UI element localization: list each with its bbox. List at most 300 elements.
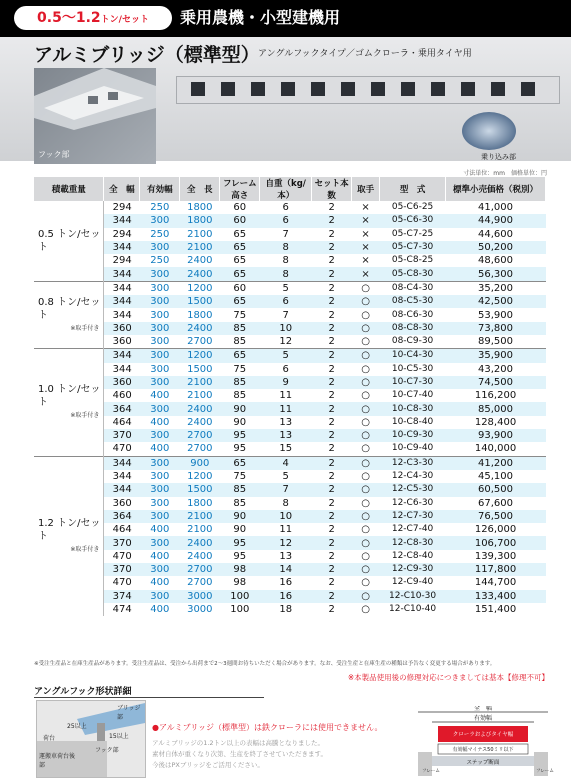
table-cell: 4 xyxy=(260,456,312,470)
bridge-crawler-width: クローラおよびタイヤ幅 xyxy=(452,732,514,738)
table-cell: 344 xyxy=(112,363,132,375)
diagram-label: 運搬車荷台後部 xyxy=(39,753,76,769)
table-cell: 344 xyxy=(104,281,140,295)
table-cell: 18 xyxy=(279,604,293,616)
stock-footnote: ※受注生産品と在庫生産品があります。受注生産品は、受注から出荷まで2〜3週間お待ちいただく場合があります。なお、受注生産と在庫生産の種類は予告なく変更する場合があります。 xyxy=(34,661,496,667)
table-cell: 1200 xyxy=(187,471,213,483)
table-cell: 2100 xyxy=(187,524,213,536)
table-cell: 41,000 xyxy=(478,202,514,214)
table-cell: × xyxy=(361,255,370,267)
table-cell: 300 xyxy=(140,241,180,254)
table-cell: 11 xyxy=(260,402,312,415)
table-cell: 12-C9-40 xyxy=(391,577,434,588)
table-row xyxy=(34,228,546,241)
table-cell: 2 xyxy=(312,267,352,281)
table-cell: 08-C9-30 xyxy=(391,336,434,347)
table-cell: × xyxy=(352,214,380,227)
table-row xyxy=(34,322,546,335)
table-cell: 85,000 xyxy=(446,402,546,415)
table-row xyxy=(34,376,546,389)
table-cell: 1500 xyxy=(180,295,220,308)
table-body xyxy=(34,201,546,616)
top-banner xyxy=(0,0,571,37)
table-cell: ○ xyxy=(352,429,380,442)
table-cell: 16 xyxy=(279,577,293,589)
table-row xyxy=(34,335,546,349)
table-cell: 344 xyxy=(104,295,140,308)
table-cell: 370 xyxy=(104,536,140,549)
table-cell: 12-C10-40 xyxy=(389,604,437,615)
category-heading: 乗用農機・小型建機用 xyxy=(180,8,341,27)
table-cell: ○ xyxy=(361,497,370,509)
table-cell: 2 xyxy=(312,510,352,523)
table-cell: × xyxy=(361,202,370,214)
table-cell: ○ xyxy=(361,577,370,589)
table-cell: 08-C8-30 xyxy=(380,322,446,335)
table-cell: 300 xyxy=(140,536,180,549)
table-cell: 133,400 xyxy=(446,590,546,603)
table-cell: 10-C7-40 xyxy=(391,390,434,401)
table-cell: 12 xyxy=(279,336,293,348)
table-cell: 12-C10-30 xyxy=(380,590,446,603)
table-cell: 374 xyxy=(104,590,140,603)
table-cell: 300 xyxy=(150,309,170,321)
table-cell: ○ xyxy=(361,443,370,455)
col-header: 取手 xyxy=(352,177,380,201)
ramp-slot xyxy=(311,82,325,96)
table-row xyxy=(34,429,546,442)
table-cell: 300 xyxy=(140,295,180,308)
bridge-frame-left: フレーム xyxy=(422,769,440,774)
table-cell: 75 xyxy=(233,309,247,321)
table-cell: 2 xyxy=(328,363,335,375)
table-cell: ○ xyxy=(352,563,380,576)
table-cell: 300 xyxy=(150,363,170,375)
table-cell: 140,000 xyxy=(474,443,517,455)
table-cell: 98 xyxy=(220,563,260,576)
table-cell: 294 xyxy=(112,202,132,214)
table-cell: 300 xyxy=(150,336,170,348)
table-cell: 44,600 xyxy=(478,228,514,240)
table-cell: 93,900 xyxy=(446,429,546,442)
table-cell: 2 xyxy=(328,309,335,321)
table-cell: 41,200 xyxy=(446,456,546,470)
table-cell: 144,700 xyxy=(474,577,517,589)
table-cell: 3000 xyxy=(187,604,213,616)
table-cell: 126,000 xyxy=(474,524,517,536)
ramp-slot xyxy=(431,82,445,96)
table-cell: 2 xyxy=(312,281,352,295)
table-cell: 95 xyxy=(233,550,247,562)
table-cell: × xyxy=(361,228,370,240)
table-cell: 1800 xyxy=(187,309,213,321)
table-cell: 1200 xyxy=(180,281,220,295)
capacity-unit: トン/セット xyxy=(100,15,149,25)
ramp-slot xyxy=(401,82,415,96)
notice-line: 素材自体が重くなり次第、生産を終了させていただきます。 xyxy=(152,750,327,758)
table-cell: 139,300 xyxy=(474,550,517,562)
table-cell: 344 xyxy=(104,241,140,254)
table-cell: 300 xyxy=(140,483,180,496)
table-cell: 2 xyxy=(312,456,352,470)
table-row xyxy=(34,523,546,536)
table-row xyxy=(34,483,546,496)
table-cell: 10 xyxy=(260,510,312,523)
table-cell: 45,100 xyxy=(478,471,514,483)
table-cell: 250 xyxy=(150,228,170,240)
handle-note: ※取手付き xyxy=(70,411,100,419)
table-cell: 300 xyxy=(150,471,170,483)
table-cell: 300 xyxy=(140,214,180,227)
ramp-slot xyxy=(371,82,385,96)
table-cell: 2100 xyxy=(187,228,213,240)
table-cell: 6 xyxy=(260,295,312,308)
table-cell: 35,200 xyxy=(446,281,546,295)
table-cell: 15 xyxy=(279,443,293,455)
table-cell: 7 xyxy=(282,309,289,321)
table-cell: 2 xyxy=(312,563,352,576)
table-cell: 294 xyxy=(112,255,132,267)
hook-label: フック部 xyxy=(38,150,70,159)
col-header: 型 式 xyxy=(380,177,446,201)
ramp-slot xyxy=(521,82,535,96)
table-cell: 5 xyxy=(260,349,312,363)
table-cell: 400 xyxy=(150,443,170,455)
crawler-warning-text: ●アルミブリッジ（標準型）は鉄クローラには使用できません。 xyxy=(152,723,383,732)
table-cell: 400 xyxy=(150,604,170,616)
table-cell: 65 xyxy=(220,295,260,308)
spec-table xyxy=(34,177,546,616)
table-cell: 13 xyxy=(279,416,293,428)
product-subtitle: アングルフックタイプ／ゴムクローラ・乗用タイヤ用 xyxy=(258,49,472,59)
table-cell: 60 xyxy=(233,202,247,214)
table-row xyxy=(34,281,546,295)
table-cell: 05-C8-25 xyxy=(391,255,434,266)
bridge-cross-section xyxy=(412,706,554,776)
table-cell: 65 xyxy=(233,228,247,240)
table-cell: 250 xyxy=(150,255,170,267)
col-header: 標準小売価格（税別） xyxy=(446,177,546,201)
table-cell: 85 xyxy=(220,483,260,496)
table-cell: 2400 xyxy=(187,416,213,428)
table-cell: 2 xyxy=(328,443,335,455)
table-cell: 2400 xyxy=(180,267,220,281)
table-cell: 2100 xyxy=(180,241,220,254)
table-cell: 2700 xyxy=(180,563,220,576)
table-cell: ○ xyxy=(352,456,380,470)
table-cell: 95 xyxy=(233,443,247,455)
table-cell: 464 xyxy=(112,524,132,536)
table-cell: 85 xyxy=(220,376,260,389)
table-cell: 2400 xyxy=(180,536,220,549)
table-cell: 10 xyxy=(260,322,312,335)
table-cell: 67,600 xyxy=(478,497,514,509)
table-cell: 300 xyxy=(150,497,170,509)
table-cell: 65 xyxy=(220,456,260,470)
table-cell: 300 xyxy=(140,267,180,281)
table-row xyxy=(34,267,546,281)
table-cell: 8 xyxy=(282,255,289,267)
table-cell: 08-C6-30 xyxy=(391,309,434,320)
table-cell: 300 xyxy=(140,510,180,523)
table-cell: 2 xyxy=(328,416,335,428)
table-cell: ○ xyxy=(361,550,370,562)
table-cell: 42,500 xyxy=(446,295,546,308)
table-row xyxy=(34,510,546,523)
table-cell: 60 xyxy=(220,214,260,227)
table-cell: 13 xyxy=(279,550,293,562)
table-row xyxy=(34,563,546,576)
product-title: アルミブリッジ（標準型） xyxy=(34,44,260,66)
table-cell: 05-C7-30 xyxy=(380,241,446,254)
table-cell: 14 xyxy=(260,563,312,576)
table-cell: 8 xyxy=(260,267,312,281)
table-cell: 900 xyxy=(180,456,220,470)
table-cell: 10-C4-30 xyxy=(380,349,446,363)
table-cell: 85 xyxy=(233,390,247,402)
table-cell: 300 xyxy=(140,281,180,295)
table-row xyxy=(34,456,546,470)
table-cell: 74,500 xyxy=(446,376,546,389)
table-row xyxy=(34,550,546,563)
table-cell: 10-C9-40 xyxy=(391,443,434,454)
table-cell: 13 xyxy=(260,429,312,442)
table-cell: 10-C7-30 xyxy=(380,376,446,389)
table-cell: 2 xyxy=(328,604,335,616)
table-cell: ○ xyxy=(352,376,380,389)
table-cell: 2400 xyxy=(180,322,220,335)
table-cell: ○ xyxy=(352,536,380,549)
table-cell: 250 xyxy=(150,202,170,214)
col-header: 全 幅 xyxy=(104,177,140,201)
table-cell: 85 xyxy=(233,497,247,509)
col-header: 積載重量 xyxy=(34,177,104,201)
table-cell: 360 xyxy=(112,497,132,509)
table-cell: 360 xyxy=(104,376,140,389)
table-cell: 344 xyxy=(104,214,140,227)
table-cell: 65 xyxy=(220,267,260,281)
table-cell: 364 xyxy=(104,510,140,523)
capacity-badge xyxy=(14,6,172,30)
table-cell: 294 xyxy=(112,228,132,240)
handle-note: ※取手付き xyxy=(70,324,100,332)
table-cell: 300 xyxy=(140,456,180,470)
load-capacity: 0.8 トン/セット xyxy=(38,296,101,321)
table-cell: 2 xyxy=(328,228,335,240)
table-cell: 470 xyxy=(112,550,132,562)
col-header: 全 長 xyxy=(180,177,220,201)
load-capacity: 0.5 トン/セット xyxy=(38,228,101,253)
table-cell: ○ xyxy=(352,295,380,308)
table-cell: 344 xyxy=(104,267,140,281)
table-cell: 400 xyxy=(150,416,170,428)
col-header: 有効幅 xyxy=(140,177,180,201)
table-cell: 7 xyxy=(282,228,289,240)
table-cell: 344 xyxy=(104,349,140,363)
table-cell: 400 xyxy=(150,550,170,562)
table-cell: 10-C8-30 xyxy=(380,402,446,415)
table-row xyxy=(34,363,546,376)
bridge-crawler-note: 有効幅マイナス50ミリ以下 xyxy=(452,747,514,753)
table-cell: 12-C4-30 xyxy=(391,471,434,482)
col-header: フレーム高さ xyxy=(220,177,260,201)
table-cell: 2 xyxy=(312,322,352,335)
table-cell: 12-C7-40 xyxy=(391,524,434,535)
bridge-overall-width: 全 幅 xyxy=(473,706,493,712)
table-cell: 300 xyxy=(140,322,180,335)
table-cell: 2 xyxy=(328,336,335,348)
table-cell: 12-C9-30 xyxy=(380,563,446,576)
table-cell: 151,400 xyxy=(474,604,517,616)
table-cell: 106,700 xyxy=(446,536,546,549)
ramp-slot xyxy=(191,82,205,96)
table-cell: 2 xyxy=(312,402,352,415)
table-cell: 65 xyxy=(233,255,247,267)
table-cell: 2 xyxy=(328,255,335,267)
table-cell: 6 xyxy=(282,202,289,214)
table-cell: 12-C5-30 xyxy=(380,483,446,496)
table-cell: 2700 xyxy=(187,577,213,589)
notice-line: アルミブリッジの1.2トン以上の表幅は高騰となりました。 xyxy=(152,739,325,747)
table-cell: 344 xyxy=(112,309,132,321)
table-row xyxy=(34,349,546,363)
table-cell: 73,800 xyxy=(446,322,546,335)
load-capacity-cell xyxy=(34,349,104,456)
ramp-slot xyxy=(221,82,235,96)
table-cell: 1200 xyxy=(180,349,220,363)
notice-line: 今後はPXブリッジをご活用ください。 xyxy=(152,761,264,769)
table-cell: 12-C3-30 xyxy=(380,456,446,470)
bridge-step-label: ステップ断面 xyxy=(466,760,500,766)
table-cell: 12-C8-40 xyxy=(391,550,434,561)
table-cell: 9 xyxy=(260,376,312,389)
closeup-label: 乗り込み部 xyxy=(481,153,516,161)
table-cell: 05-C6-25 xyxy=(391,202,434,213)
table-cell: 10-C8-40 xyxy=(391,416,434,427)
table-cell: 2 xyxy=(312,214,352,227)
table-cell: 400 xyxy=(150,577,170,589)
table-cell: 344 xyxy=(104,483,140,496)
table-cell: 10-C5-30 xyxy=(391,363,434,374)
table-cell: 300 xyxy=(140,563,180,576)
table-cell: 11 xyxy=(279,390,293,402)
table-cell: 2 xyxy=(328,202,335,214)
table-cell: 11 xyxy=(279,524,293,536)
table-cell: 16 xyxy=(260,590,312,603)
load-capacity-cell xyxy=(34,456,104,616)
table-cell: 2 xyxy=(328,550,335,562)
table-cell: ○ xyxy=(361,336,370,348)
unit-note: 寸法単位：mm 価格単位：円 xyxy=(463,170,547,177)
table-row xyxy=(34,470,546,483)
table-cell: 65 xyxy=(220,241,260,254)
ramp-slot xyxy=(461,82,475,96)
table-row xyxy=(34,416,546,429)
table-cell: 2700 xyxy=(187,443,213,455)
table-cell: 100 xyxy=(220,590,260,603)
table-cell: 2 xyxy=(328,390,335,402)
table-cell: 8 xyxy=(260,241,312,254)
table-cell: 2 xyxy=(312,429,352,442)
table-header xyxy=(34,177,546,201)
table-cell: ○ xyxy=(352,510,380,523)
table-cell: 2100 xyxy=(187,390,213,402)
table-cell: × xyxy=(352,241,380,254)
table-cell: 3000 xyxy=(180,590,220,603)
table-cell: 2 xyxy=(312,295,352,308)
ramp-slot xyxy=(281,82,295,96)
table-cell: 344 xyxy=(112,471,132,483)
table-cell: 5 xyxy=(282,471,289,483)
table-cell: ○ xyxy=(352,322,380,335)
table-cell: 12-C7-30 xyxy=(380,510,446,523)
table-cell: 2100 xyxy=(180,376,220,389)
table-cell: 2 xyxy=(328,577,335,589)
table-cell: 2 xyxy=(312,376,352,389)
table-cell: 2100 xyxy=(180,510,220,523)
table-cell: 2 xyxy=(312,590,352,603)
table-cell: 08-C5-30 xyxy=(380,295,446,308)
table-cell: ○ xyxy=(352,402,380,415)
table-cell: 12 xyxy=(260,536,312,549)
table-cell: 6 xyxy=(282,363,289,375)
table-row xyxy=(34,536,546,549)
table-cell: 2400 xyxy=(187,255,213,267)
table-cell: 2 xyxy=(312,349,352,363)
table-row xyxy=(34,442,546,456)
table-cell: 300 xyxy=(140,376,180,389)
table-cell: 117,800 xyxy=(446,563,546,576)
table-cell: 2 xyxy=(328,471,335,483)
table-cell: 08-C4-30 xyxy=(380,281,446,295)
table-cell: 48,600 xyxy=(478,255,514,267)
table-cell: 90 xyxy=(220,402,260,415)
bridge-effective-width: 有効幅 xyxy=(473,715,493,722)
table-cell: 400 xyxy=(150,390,170,402)
table-cell: 464 xyxy=(112,416,132,428)
table-cell: ○ xyxy=(352,349,380,363)
table-row xyxy=(34,590,546,603)
table-row xyxy=(34,201,546,214)
table-cell: 2 xyxy=(312,241,352,254)
table-cell: ○ xyxy=(352,483,380,496)
table-cell: 370 xyxy=(104,429,140,442)
table-row xyxy=(34,389,546,402)
table-cell: 12-C6-30 xyxy=(391,497,434,508)
table-cell: 2 xyxy=(312,483,352,496)
table-cell: 2400 xyxy=(187,550,213,562)
table-cell: 05-C8-30 xyxy=(380,267,446,281)
table-cell: 2700 xyxy=(180,429,220,442)
table-cell: 116,200 xyxy=(474,390,517,402)
table-cell: 300 xyxy=(140,402,180,415)
table-cell: 90 xyxy=(233,416,247,428)
table-cell: 98 xyxy=(233,577,247,589)
table-row xyxy=(34,214,546,227)
table-cell: × xyxy=(352,267,380,281)
table-row xyxy=(34,576,546,589)
table-row xyxy=(34,241,546,254)
table-cell: 89,500 xyxy=(478,336,514,348)
table-cell: 56,300 xyxy=(446,267,546,281)
table-cell: 85 xyxy=(220,322,260,335)
ramp-slot xyxy=(341,82,355,96)
closeup-photo xyxy=(462,112,516,150)
load-capacity-cell xyxy=(34,201,104,281)
table-cell: 35,900 xyxy=(446,349,546,363)
col-header: セット本数 xyxy=(312,177,352,201)
table-cell: ○ xyxy=(361,471,370,483)
